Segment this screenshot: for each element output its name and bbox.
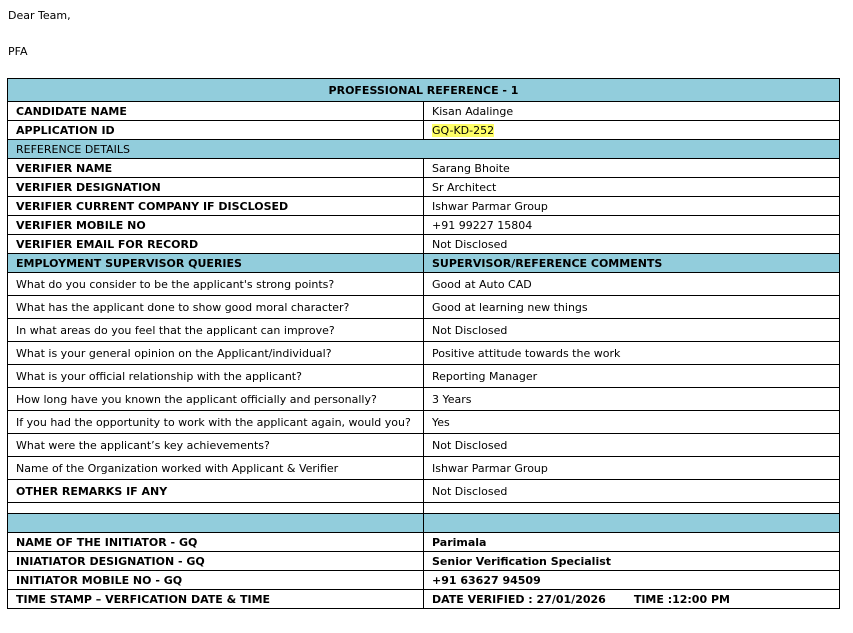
verifier-company-label: VERIFIER CURRENT COMPANY IF DISCLOSED <box>8 197 424 216</box>
table-row <box>8 411 840 434</box>
query-answer: Reporting Manager <box>424 365 840 388</box>
table-row <box>8 434 840 457</box>
query-question: How long have you known the applicant officially and personally? <box>8 388 424 411</box>
blank-section-row <box>8 514 840 533</box>
table-row <box>8 342 840 365</box>
section-row <box>8 140 840 159</box>
date-verified: DATE VERIFIED : 27/01/2026 <box>432 592 606 606</box>
query-question: What is your official relationship with the applicant? <box>8 365 424 388</box>
verifier-email-value: Not Disclosed <box>424 235 840 254</box>
other-remarks-label: OTHER REMARKS IF ANY <box>8 480 424 503</box>
queries-header-left: EMPLOYMENT SUPERVISOR QUERIES <box>8 254 424 273</box>
timestamp-label: TIME STAMP – VERFICATION DATE & TIME <box>8 590 424 609</box>
initiator-mobile-label: INITIATOR MOBILE NO - GQ <box>8 571 424 590</box>
spacer-row <box>8 503 840 514</box>
table-row <box>8 197 840 216</box>
table-row <box>8 159 840 178</box>
query-answer: Positive attitude towards the work <box>424 342 840 365</box>
query-question: Name of the Organization worked with Applicant & Verifier <box>8 457 424 480</box>
table-row <box>8 296 840 319</box>
table-row <box>8 235 840 254</box>
query-question: What were the applicant’s key achievements? <box>8 434 424 457</box>
initiator-designation-value: Senior Verification Specialist <box>424 552 840 571</box>
queries-header-right: SUPERVISOR/REFERENCE COMMENTS <box>424 254 840 273</box>
query-answer: Good at learning new things <box>424 296 840 319</box>
application-id-label: APPLICATION ID <box>8 121 424 140</box>
attachment-note: PFA <box>8 45 28 58</box>
table-row <box>8 552 840 571</box>
initiator-designation-label: INIATIATOR DESIGNATION - GQ <box>8 552 424 571</box>
query-answer: Ishwar Parmar Group <box>424 457 840 480</box>
table-row <box>8 216 840 235</box>
table-title-row <box>8 79 840 102</box>
time-verified: TIME :12:00 PM <box>633 592 730 606</box>
reference-details-heading: REFERENCE DETAILS <box>8 140 840 159</box>
table-row <box>8 365 840 388</box>
table-row <box>8 571 840 590</box>
query-question: What is your general opinion on the Applicant/individual? <box>8 342 424 365</box>
query-answer: Yes <box>424 411 840 434</box>
table-row <box>8 388 840 411</box>
initiator-name-value: Parimala <box>424 533 840 552</box>
table-row <box>8 480 840 503</box>
table-row <box>8 533 840 552</box>
verifier-mobile-label: VERIFIER MOBILE NO <box>8 216 424 235</box>
table-row <box>8 121 840 140</box>
application-id-value: GQ-KD-252 <box>432 123 495 137</box>
verifier-designation-label: VERIFIER DESIGNATION <box>8 178 424 197</box>
verifier-email-label: VERIFIER EMAIL FOR RECORD <box>8 235 424 254</box>
query-answer: Good at Auto CAD <box>424 273 840 296</box>
greeting-text: Dear Team, <box>8 9 71 22</box>
verifier-designation-value: Sr Architect <box>424 178 840 197</box>
verifier-name-value: Sarang Bhoite <box>424 159 840 178</box>
query-question: What do you consider to be the applicant's strong points? <box>8 273 424 296</box>
professional-reference-table <box>7 78 840 609</box>
verifier-company-value: Ishwar Parmar Group <box>424 197 840 216</box>
query-question: In what areas do you feel that the applicant can improve? <box>8 319 424 342</box>
verifier-mobile-value: +91 99227 15804 <box>424 216 840 235</box>
query-answer: 3 Years <box>424 388 840 411</box>
table-row <box>8 273 840 296</box>
table-title: PROFESSIONAL REFERENCE - 1 <box>8 79 840 102</box>
queries-header-row <box>8 254 840 273</box>
query-question: If you had the opportunity to work with the applicant again, would you? <box>8 411 424 434</box>
candidate-name-value: Kisan Adalinge <box>424 102 840 121</box>
table-row <box>8 102 840 121</box>
table-row <box>8 457 840 480</box>
candidate-name-label: CANDIDATE NAME <box>8 102 424 121</box>
table-row <box>8 319 840 342</box>
query-question: What has the applicant done to show good moral character? <box>8 296 424 319</box>
initiator-name-label: NAME OF THE INITIATOR - GQ <box>8 533 424 552</box>
query-answer: Not Disclosed <box>424 434 840 457</box>
table-row <box>8 178 840 197</box>
initiator-mobile-value: +91 63627 94509 <box>424 571 840 590</box>
query-answer: Not Disclosed <box>424 319 840 342</box>
other-remarks-value: Not Disclosed <box>424 480 840 503</box>
verifier-name-label: VERIFIER NAME <box>8 159 424 178</box>
table-row <box>8 590 840 609</box>
